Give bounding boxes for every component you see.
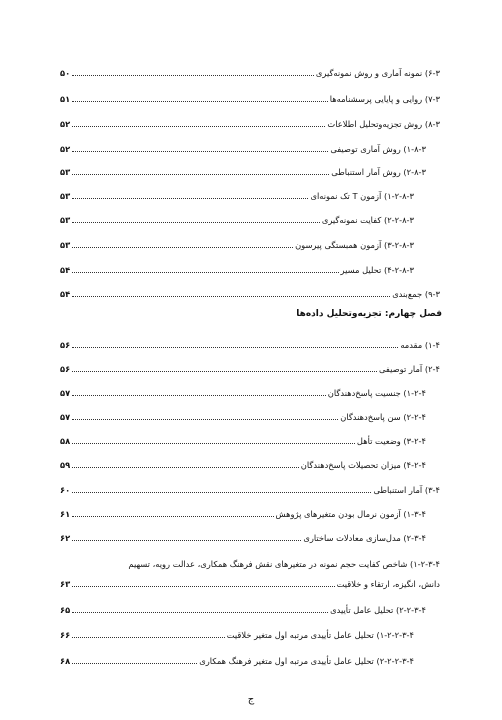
toc-leader bbox=[72, 483, 371, 493]
toc-entry-label: ۶-۳) نمونه آماری و روش نمونه‌گیری bbox=[315, 68, 440, 78]
toc-leader bbox=[72, 66, 314, 76]
toc-entry-label: ۲-۲-۴) سن پاسخ‌دهندگان bbox=[340, 412, 426, 422]
toc-page-number: ۵۹ bbox=[60, 460, 71, 470]
toc-page-number: ۵۴ bbox=[60, 265, 71, 275]
toc-leader bbox=[72, 362, 377, 372]
toc-page-number: ۵۳ bbox=[60, 240, 71, 250]
footer-page-marker: ج bbox=[247, 694, 255, 705]
toc-entry-label: ۱-۸-۳) روش آماری توصیفی bbox=[330, 144, 426, 154]
toc-page-number: ۵۷ bbox=[60, 388, 71, 398]
toc-page-number: ۶۵ bbox=[60, 605, 71, 615]
toc-entry-label: ۲-۸-۳) روش آمار استنباطی bbox=[331, 167, 426, 177]
toc-entry-label: ۲-۲-۸-۳) کفایت نمونه‌گیری bbox=[321, 215, 414, 225]
toc-entry-label: ۸-۳) روش تجزیه‌وتحلیل اطلاعات bbox=[327, 119, 440, 129]
toc-page-number: ۶۶ bbox=[60, 630, 71, 640]
toc-leader bbox=[72, 117, 325, 127]
toc-entry-multiline-tail[interactable] bbox=[60, 577, 440, 593]
toc-entry[interactable] bbox=[60, 483, 440, 499]
toc-page-number: ۵۳ bbox=[60, 215, 71, 225]
toc-leader bbox=[72, 142, 328, 152]
toc-page-number: ۶۲ bbox=[60, 533, 71, 543]
toc-leader bbox=[72, 213, 320, 223]
toc-entry-label: ۴-۲-۸-۳) تحلیل مسیر bbox=[340, 265, 414, 275]
toc-entry[interactable] bbox=[60, 458, 426, 474]
toc-leader bbox=[72, 386, 326, 396]
toc-entry-label: ۱-۲-۴) جنسیت پاسخ‌دهندگان bbox=[327, 388, 426, 398]
toc-page-number: ۶۱ bbox=[60, 509, 71, 519]
toc-leader bbox=[72, 458, 299, 468]
toc-entry[interactable] bbox=[60, 434, 426, 450]
toc-page-number: ۵۴ bbox=[60, 289, 71, 299]
toc-leader bbox=[72, 338, 398, 348]
chapter-heading: فصل چهارم: تجزیه‌وتحلیل داده‌ها bbox=[296, 309, 442, 319]
toc-entry[interactable] bbox=[60, 654, 414, 670]
toc-page-number: ۵۳ bbox=[60, 167, 71, 177]
toc-page-number: ۵۶ bbox=[60, 364, 71, 374]
toc-entry[interactable] bbox=[60, 507, 426, 523]
toc-leader bbox=[72, 434, 355, 444]
toc-entry-label: ۱-۲-۸-۳) آزمون T تک نمونه‌ای bbox=[310, 191, 414, 201]
toc-entry[interactable] bbox=[60, 531, 426, 547]
toc-leader bbox=[72, 654, 197, 664]
toc-page-number: ۵۳ bbox=[60, 191, 71, 201]
toc-entry[interactable] bbox=[60, 263, 414, 279]
toc-entry[interactable] bbox=[60, 410, 426, 426]
toc-leader bbox=[72, 577, 334, 587]
toc-page-number: ۵۱ bbox=[60, 94, 71, 104]
toc-leader bbox=[72, 507, 273, 517]
toc-entry-label: دانش، انگیزه، ارتقاء و خلاقیت bbox=[336, 579, 440, 589]
toc-page-number: ۵۲ bbox=[60, 144, 71, 154]
toc-page-number: ۶۰ bbox=[60, 485, 71, 495]
toc-leader bbox=[72, 287, 390, 297]
toc-entry-label: ۱-۲-۳-۴) شاخص کفایت حجم نمونه در متغیرهای نقش فرهنگ همکاری، عدالت رویه، تسهیم bbox=[128, 559, 440, 569]
toc-entry-label: ۱-۳-۴) آزمون نرمال بودن متغیرهای پژوهش bbox=[275, 509, 426, 519]
toc-entry-label: ۷-۳) روایی و پایایی پرسشنامه‌ها bbox=[329, 94, 440, 104]
toc-entry-label: ۲-۴) آمار توصیفی bbox=[379, 364, 440, 374]
toc-leader bbox=[72, 531, 301, 541]
toc-leader bbox=[72, 410, 338, 420]
toc-entry-label: ۲-۲-۳-۴) تحلیل عامل تأییدی bbox=[330, 605, 426, 615]
toc-entry[interactable] bbox=[60, 386, 426, 402]
toc-leader bbox=[72, 628, 225, 638]
toc-entry[interactable] bbox=[60, 189, 414, 205]
toc-entry[interactable] bbox=[60, 117, 440, 133]
toc-page-number: ۵۶ bbox=[60, 340, 71, 350]
toc-entry-multiline[interactable] bbox=[60, 554, 440, 574]
toc-entry-label: ۴-۲-۴) میزان تحصیلات پاسخ‌دهندگان bbox=[300, 460, 426, 470]
toc-page-number: ۵۲ bbox=[60, 119, 71, 129]
toc-leader bbox=[72, 165, 329, 175]
toc-entry-label: ۲-۳-۴) مدل‌سازی معادلات ساختاری bbox=[303, 533, 426, 543]
toc-leader bbox=[72, 603, 328, 613]
toc-entry-label: ۳-۴) آمار استنباطی bbox=[373, 485, 440, 495]
toc-entry[interactable] bbox=[60, 603, 426, 619]
toc-entry-label: ۳-۲-۸-۳) آزمون همبستگی پیرسون bbox=[295, 240, 414, 250]
toc-entry[interactable] bbox=[60, 165, 426, 181]
toc-entry-label: ۲-۲-۲-۳-۴) تحلیل عامل تأییدی مرتبه اول متغیر فرهنگ همکاری bbox=[199, 656, 414, 666]
toc-entry-label: ۱-۲-۲-۳-۴) تحلیل عامل تأییدی مرتبه اول متغیر خلاقیت bbox=[226, 630, 414, 640]
toc-entry-label: ۳-۲-۴) وضعیت تأهل bbox=[356, 436, 426, 446]
toc-entry[interactable] bbox=[60, 142, 426, 158]
toc-entry[interactable] bbox=[60, 213, 414, 229]
toc-leader bbox=[72, 92, 328, 102]
toc-entry[interactable] bbox=[60, 362, 440, 378]
toc-page-number: ۶۸ bbox=[60, 656, 71, 666]
toc-leader bbox=[72, 263, 338, 273]
toc-entry-label: ۱-۴) مقدمه bbox=[400, 340, 440, 350]
toc-entry[interactable] bbox=[60, 66, 440, 82]
toc-leader bbox=[72, 189, 308, 199]
toc-entry[interactable] bbox=[60, 238, 414, 254]
toc-entry-label: ۹-۳) جمع‌بندی bbox=[392, 289, 440, 299]
toc-page-number: ۵۸ bbox=[60, 436, 71, 446]
toc-page-number: ۵۷ bbox=[60, 412, 71, 422]
toc-page-number: ۵۰ bbox=[60, 68, 71, 78]
toc-entry[interactable] bbox=[60, 287, 440, 303]
toc-page-number: ۶۳ bbox=[60, 579, 71, 589]
toc-entry[interactable] bbox=[60, 338, 440, 354]
toc-entry[interactable] bbox=[60, 628, 414, 644]
toc-entry[interactable] bbox=[60, 92, 440, 108]
toc-leader bbox=[72, 238, 293, 248]
